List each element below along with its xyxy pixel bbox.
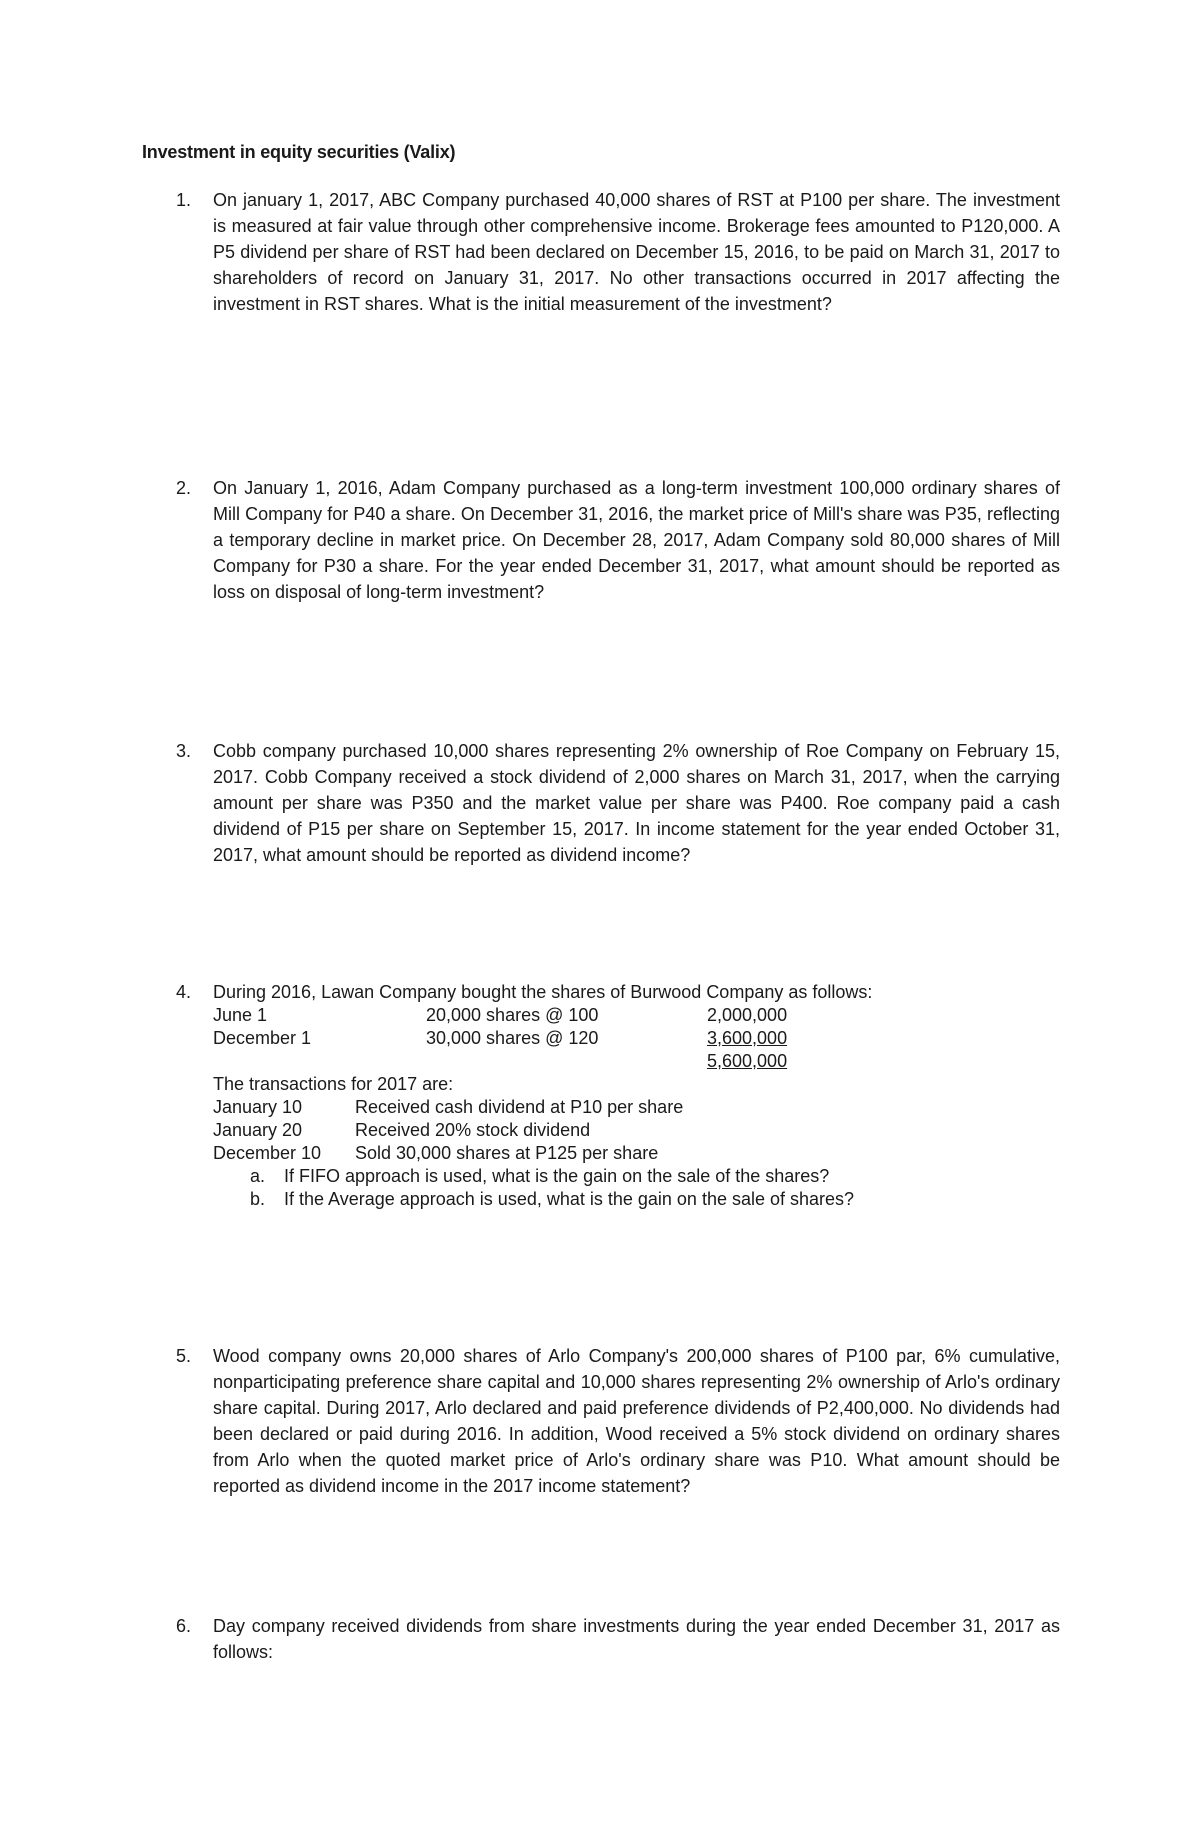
transactions-heading: The transactions for 2017 are: (213, 1074, 454, 1094)
purchase-amount: 2,000,000 (707, 1005, 788, 1025)
list-item (142, 1142, 1060, 1165)
sub-question-letter: b. (250, 1189, 266, 1209)
transaction-date: January 20 (213, 1120, 303, 1140)
question-3 (142, 738, 1060, 868)
question-6 (142, 1613, 1060, 1665)
transaction-text: Received cash dividend at P10 per share (355, 1097, 684, 1117)
question-5 (142, 1343, 1060, 1499)
question-text: On january 1, 2017, ABC Company purchased 40,000 shares of RST at P100 per share. The investment is measured at fair value through other comprehensive income. Brokerage fees amounted to P120,000. A P5 dividend per share of RST had been declared on December 15, 2016, to be paid on March 31, 2017 to shareholders of record on January 31, 2017. No other transactions occurred in 2017 affecting the investment in RST shares. What is the initial measurement of the investment? (213, 190, 1060, 314)
transaction-text: Received 20% stock dividend (355, 1120, 591, 1140)
purchase-table (213, 1004, 1060, 1073)
sub-question-a (142, 1165, 1060, 1188)
table-row (213, 1027, 1060, 1050)
purchase-date: December 1 (213, 1028, 312, 1048)
sub-question-letter: a. (250, 1166, 266, 1186)
list-item (142, 1096, 1060, 1119)
question-2 (142, 475, 1060, 605)
sub-question-text: If FIFO approach is used, what is the gain on the sale of the shares? (284, 1166, 830, 1186)
question-number: 3. (176, 741, 192, 761)
question-number: 5. (176, 1346, 192, 1366)
document-title: Investment in equity securities (Valix) (142, 142, 456, 162)
purchase-date: June 1 (213, 1005, 268, 1025)
sub-questions (142, 1165, 1060, 1211)
question-text: Wood company owns 20,000 shares of Arlo Company's 200,000 shares of P100 par, 6% cumulative, nonparticipating preference share capital and 10,000 shares representing 2% ownership of Arlo's ordinary share capital. During 2017, Arlo declared and paid preference dividends of P2,400,000. No dividends had been declared or paid during 2016. In addition, Wood received a 5% stock dividend on ordinary shares from Arlo when the quoted market price of Arlo's ordinary share was P10. What amount should be reported as dividend income in the 2017 income statement? (213, 1346, 1060, 1496)
question-1 (142, 187, 1060, 317)
sub-question-b (142, 1188, 1060, 1211)
transaction-date: January 10 (213, 1097, 303, 1117)
transactions-list (142, 1096, 1060, 1165)
list-item (142, 1119, 1060, 1142)
question-number: 2. (176, 478, 192, 498)
sub-question-text: If the Average approach is used, what is the gain on the sale of shares? (284, 1189, 855, 1209)
question-text: During 2016, Lawan Company bought the shares of Burwood Company as follows: (213, 982, 873, 1002)
purchase-shares: 30,000 shares @ 120 (426, 1028, 599, 1048)
transaction-date: December 10 (213, 1143, 322, 1163)
table-row (213, 1004, 1060, 1027)
table-row-total (213, 1050, 1060, 1073)
question-number: 1. (176, 190, 192, 210)
question-number: 4. (176, 982, 192, 1002)
purchase-amount: 3,600,000 (707, 1028, 788, 1048)
question-text: On January 1, 2016, Adam Company purchased as a long-term investment 100,000 ordinary shares of Mill Company for P40 a share. On December 31, 2016, the market price of Mill's share was P35, reflecting a temporary decline in market price. On December 28, 2017, Adam Company sold 80,000 shares of Mill Company for P30 a share. For the year ended December 31, 2017, what amount should be reported as loss on disposal of long-term investment? (213, 478, 1060, 602)
question-4 (142, 981, 1060, 1211)
question-number: 6. (176, 1616, 192, 1636)
question-text: Cobb company purchased 10,000 shares representing 2% ownership of Roe Company on February 15, 2017. Cobb Company received a stock dividend of 2,000 shares on March 31, 2017, when the carrying amount per share was P350 and the market value per share was P400. Roe company paid a cash dividend of P15 per share on September 15, 2017. In income statement for the year ended October 31, 2017, what amount should be reported as dividend income? (213, 741, 1060, 865)
transaction-text: Sold 30,000 shares at P125 per share (355, 1143, 659, 1163)
purchase-total: 5,600,000 (707, 1051, 788, 1071)
question-text: Day company received dividends from share investments during the year ended December 31, 2017 as follows: (213, 1616, 1060, 1662)
purchase-shares: 20,000 shares @ 100 (426, 1005, 599, 1025)
